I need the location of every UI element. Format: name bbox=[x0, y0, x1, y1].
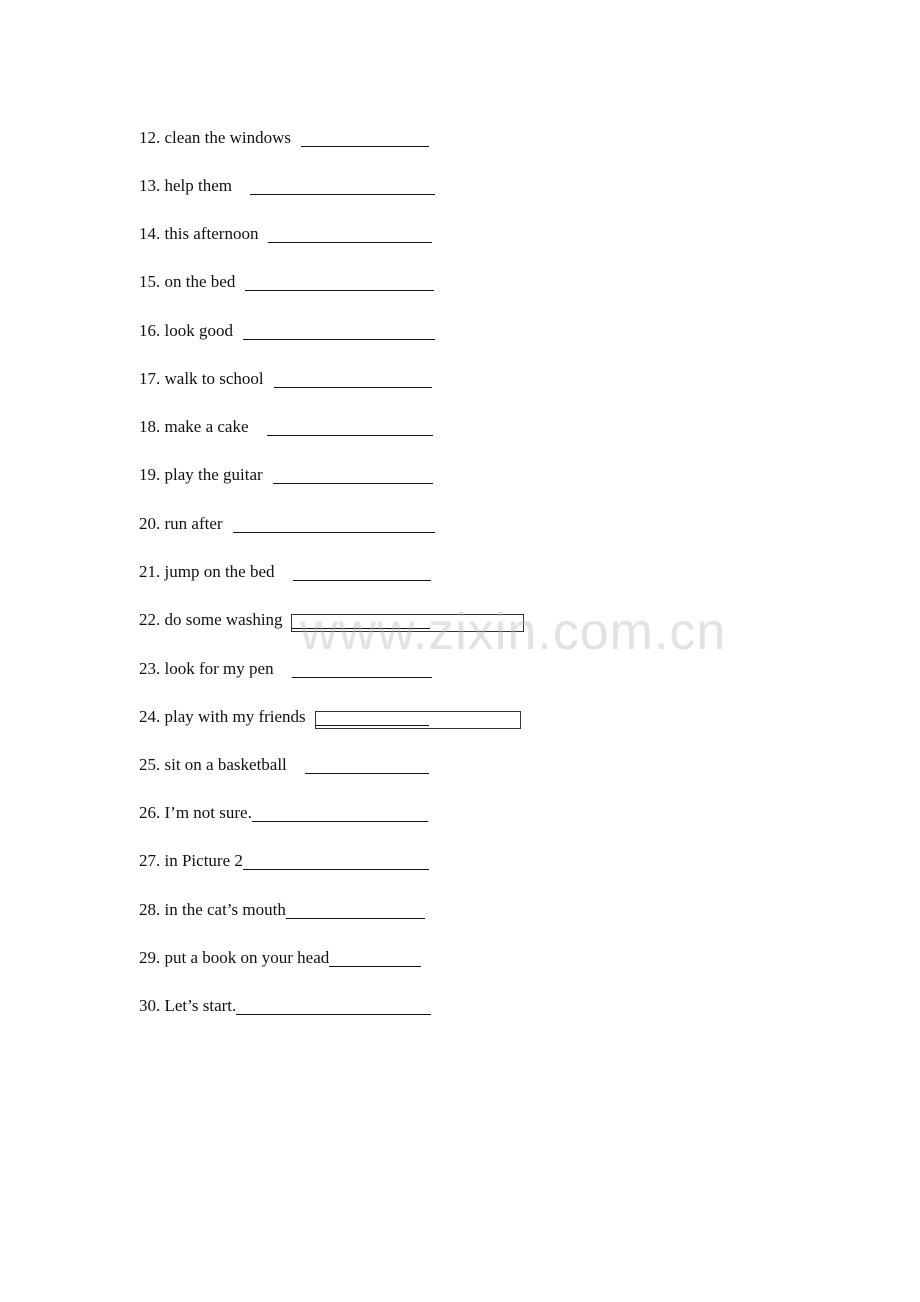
answer-blank[interactable] bbox=[233, 516, 435, 533]
exercise-item-25 bbox=[139, 751, 429, 775]
exercise-label: 14. this afternoon bbox=[139, 224, 259, 243]
exercise-label: 22. do some washing bbox=[139, 610, 283, 629]
answer-blank[interactable] bbox=[243, 323, 435, 340]
exercise-label: 30. Let’s start. bbox=[139, 996, 237, 1015]
exercise-item-22 bbox=[139, 606, 524, 630]
answer-blank[interactable] bbox=[252, 805, 428, 822]
answer-blank[interactable] bbox=[305, 757, 429, 774]
exercise-label: 28. in the cat’s mouth bbox=[139, 900, 286, 919]
exercise-item-26 bbox=[139, 799, 428, 823]
exercise-item-23 bbox=[139, 655, 432, 679]
exercise-item-15 bbox=[139, 268, 434, 292]
answer-blank[interactable] bbox=[250, 178, 435, 195]
exercise-label: 13. help them bbox=[139, 176, 233, 195]
answer-blank bbox=[292, 628, 430, 629]
exercise-item-30 bbox=[139, 992, 431, 1016]
answer-box[interactable] bbox=[291, 614, 524, 632]
exercise-label: 23. look for my pen bbox=[139, 659, 274, 678]
answer-blank[interactable] bbox=[236, 998, 431, 1015]
exercise-label: 19. play the guitar bbox=[139, 465, 263, 484]
exercise-item-14 bbox=[139, 220, 432, 244]
exercise-item-24 bbox=[139, 703, 521, 727]
exercise-label: 21. jump on the bed bbox=[139, 562, 275, 581]
answer-blank[interactable] bbox=[274, 371, 432, 388]
answer-blank[interactable] bbox=[273, 467, 433, 484]
exercise-label: 29. put a book on your head bbox=[139, 948, 330, 967]
exercise-label: 15. on the bed bbox=[139, 272, 236, 291]
exercise-label: 26. I’m not sure. bbox=[139, 803, 252, 822]
exercise-label: 12. clean the windows bbox=[139, 128, 292, 147]
answer-blank[interactable] bbox=[267, 419, 433, 436]
exercise-item-21 bbox=[139, 558, 431, 582]
exercise-label: 17. walk to school bbox=[139, 369, 264, 388]
exercise-item-29 bbox=[139, 944, 421, 968]
exercise-label: 27. in Picture 2 bbox=[139, 851, 243, 870]
exercise-label: 16. look good bbox=[139, 321, 233, 340]
answer-blank[interactable] bbox=[245, 274, 434, 291]
exercise-item-17 bbox=[139, 365, 432, 389]
exercise-item-18 bbox=[139, 413, 433, 437]
exercise-item-20 bbox=[139, 510, 435, 534]
exercise-label: 24. play with my friends bbox=[139, 707, 306, 726]
answer-blank[interactable] bbox=[268, 226, 432, 243]
answer-blank[interactable] bbox=[329, 950, 421, 967]
answer-blank bbox=[316, 725, 429, 726]
exercise-item-28 bbox=[139, 896, 425, 920]
answer-blank[interactable] bbox=[286, 902, 425, 919]
exercise-label: 18. make a cake bbox=[139, 417, 249, 436]
exercise-item-27 bbox=[139, 847, 429, 871]
answer-blank[interactable] bbox=[292, 661, 432, 678]
answer-blank[interactable] bbox=[301, 130, 429, 147]
exercise-item-19 bbox=[139, 461, 433, 485]
answer-blank[interactable] bbox=[293, 564, 431, 581]
exercise-item-12 bbox=[139, 124, 429, 148]
watermark: www.zixin.com.cn bbox=[300, 603, 727, 661]
exercise-label: 20. run after bbox=[139, 514, 223, 533]
answer-blank[interactable] bbox=[243, 853, 429, 870]
exercise-item-13 bbox=[139, 172, 435, 196]
exercise-item-16 bbox=[139, 317, 435, 341]
answer-box[interactable] bbox=[315, 711, 521, 729]
exercise-label: 25. sit on a basketball bbox=[139, 755, 287, 774]
